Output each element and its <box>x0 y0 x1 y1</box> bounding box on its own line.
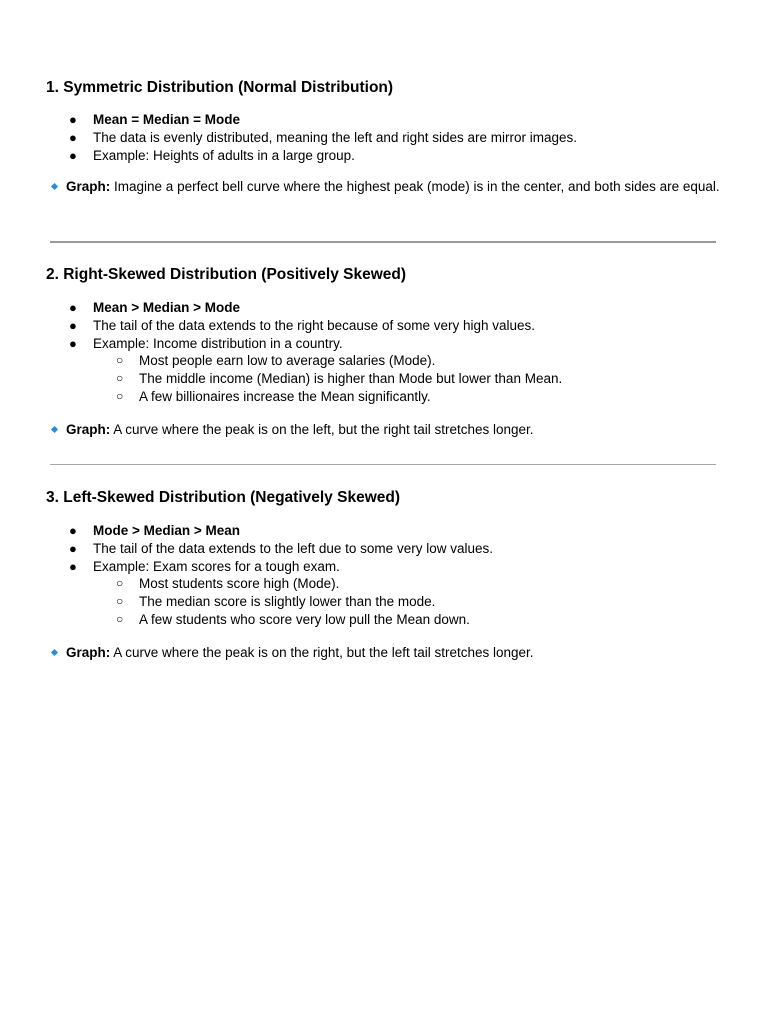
bullet-text: Mean > Median > Mode <box>93 300 241 315</box>
sub-list-item <box>93 593 726 611</box>
bullet-text: The tail of the data extends to the right because of some very high values. <box>93 317 536 333</box>
graph-text: A curve where the peak is on the left, but the right tail stretches longer. <box>113 421 534 437</box>
sub-bullet-text: A few billionaires increase the Mean significantly. <box>139 388 431 404</box>
blue-diamond-icon <box>51 426 58 433</box>
bullet-text: Example: Exam scores for a tough exam. <box>93 558 340 574</box>
section-divider <box>50 464 716 465</box>
blue-diamond-icon <box>51 649 58 656</box>
graph-label: Graph: <box>66 644 111 660</box>
blue-diamond-icon <box>51 183 58 190</box>
bullet-icon: ● <box>69 147 77 163</box>
sub-list-item <box>93 611 726 629</box>
bullet-text: Example: Income distribution in a country. <box>93 335 343 351</box>
sub-bullet-list <box>46 575 726 628</box>
graph-label: Graph: <box>66 421 111 437</box>
list-item <box>46 111 726 129</box>
bullet-text: The data is evenly distributed, meaning the left and right sides are mirror images. <box>93 129 577 145</box>
list-item <box>46 540 726 558</box>
section-symmetric <box>46 78 726 196</box>
bullet-icon: ● <box>69 540 77 556</box>
bullet-text: The tail of the data extends to the left due to some very low values. <box>93 540 493 556</box>
bullet-icon: ● <box>69 300 77 315</box>
list-item <box>46 335 726 406</box>
graph-note <box>46 421 726 439</box>
list-item <box>46 317 726 335</box>
bullet-text: Mean = Median = Mode <box>93 112 241 127</box>
sub-list-item <box>93 370 726 388</box>
sub-bullet-text: A few students who score very low pull the Mean down. <box>139 611 470 627</box>
list-item <box>46 299 726 317</box>
sub-bullet-icon: ○ <box>116 611 124 626</box>
list-item <box>46 129 726 147</box>
bullet-list <box>46 111 726 164</box>
section-heading: 2. Right-Skewed Distribution (Positively Skewed) <box>46 266 407 283</box>
sub-bullet-text: The median score is slightly lower than the mode. <box>139 594 436 610</box>
sub-bullet-list <box>46 352 726 405</box>
graph-note <box>46 178 726 196</box>
sub-bullet-text: The middle income (Median) is higher than Mode but lower than Mean. <box>139 371 563 387</box>
graph-label: Graph: <box>66 179 111 195</box>
sub-bullet-icon: ○ <box>116 353 124 368</box>
sub-bullet-icon: ○ <box>116 371 124 386</box>
section-divider <box>50 241 716 243</box>
bullet-text: Mode > Median > Mean <box>93 523 241 538</box>
list-item <box>46 147 726 165</box>
bullet-list <box>46 522 726 629</box>
bullet-icon: ● <box>69 523 77 538</box>
section-heading: 1. Symmetric Distribution (Normal Distribution) <box>46 79 394 96</box>
section-right-skewed <box>46 265 726 439</box>
sub-bullet-icon: ○ <box>116 576 124 591</box>
sub-bullet-icon: ○ <box>116 594 124 609</box>
section-heading: 3. Left-Skewed Distribution (Negatively Skewed) <box>46 489 400 506</box>
sub-bullet-text: Most people earn low to average salaries (Mode). <box>139 353 436 369</box>
section-left-skewed <box>46 488 726 662</box>
sub-list-item <box>93 575 726 593</box>
sub-bullet-text: Most students score high (Mode). <box>139 576 340 592</box>
graph-text: Imagine a perfect bell curve where the highest peak (mode) is in the center, and both sides are equal. <box>114 179 720 195</box>
graph-text: A curve where the peak is on the right, but the left tail stretches longer. <box>113 644 534 660</box>
bullet-icon: ● <box>69 335 77 351</box>
bullet-icon: ● <box>69 112 77 127</box>
bullet-text: Example: Heights of adults in a large group. <box>93 147 355 163</box>
bullet-icon: ● <box>69 558 77 574</box>
list-item <box>46 522 726 540</box>
sub-list-item <box>93 388 726 406</box>
bullet-list <box>46 299 726 406</box>
sub-bullet-icon: ○ <box>116 388 124 403</box>
list-item <box>46 558 726 629</box>
sub-list-item <box>93 352 726 370</box>
graph-note <box>46 644 726 662</box>
bullet-icon: ● <box>69 317 77 333</box>
bullet-icon: ● <box>69 129 77 145</box>
